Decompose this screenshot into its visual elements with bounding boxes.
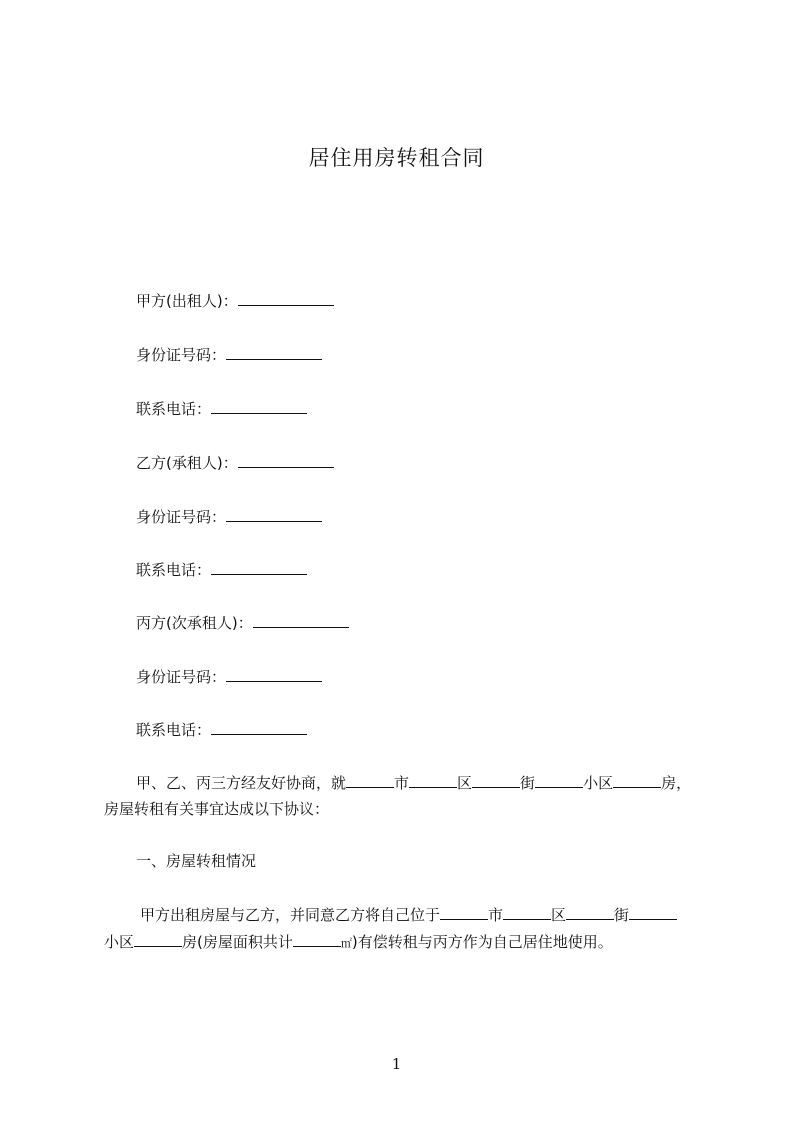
intro-district-blank (409, 772, 457, 788)
party-a-phone-line (136, 398, 307, 419)
section-1-city-blank (440, 904, 488, 920)
party-c-phone-line (136, 719, 307, 740)
party-c-phone-label: 联系电话： (136, 721, 212, 739)
party-a-label: 甲方(出租人)： (136, 292, 238, 310)
section-1-area-blank (293, 931, 341, 947)
party-b-name-line (136, 452, 334, 473)
party-c-name-blank (253, 612, 349, 628)
party-c-id-blank (226, 666, 322, 682)
intro-city-label: 市 (394, 774, 410, 792)
party-b-id-line (136, 506, 322, 527)
party-b-phone-label: 联系电话： (136, 561, 212, 579)
section-1-tail-text: )有偿转租与丙方作为自己居住地使用。 (351, 933, 613, 951)
section-1-street-label: 街 (614, 906, 630, 924)
intro-city-blank (346, 772, 394, 788)
intro-line-2: 房屋转租有关事宜达成以下协议： (104, 800, 330, 818)
party-c-name-line (136, 612, 349, 633)
intro-community-label: 小区 (583, 774, 614, 792)
intro-room-label: 房， (661, 774, 692, 792)
section-1-street-blank (566, 904, 614, 920)
section-1-district-label: 区 (551, 906, 567, 924)
section-1-heading: 一、房屋转租情况 (136, 852, 257, 870)
intro-line-1 (136, 772, 691, 793)
party-c-phone-blank (211, 719, 307, 735)
section-1-line-2 (104, 931, 613, 954)
party-b-id-label: 身份证号码： (136, 508, 227, 526)
party-a-name-line (136, 290, 334, 311)
intro-community-blank (535, 772, 583, 788)
intro-text: 甲、乙、丙三方经友好协商，就 (136, 774, 347, 792)
party-b-label: 乙方(承租人)： (136, 454, 238, 472)
section-1-room-label: 房(房屋面积共计 (182, 933, 293, 951)
party-a-id-blank (226, 344, 322, 360)
section-1-community-label: 小区 (104, 933, 135, 951)
party-a-phone-label: 联系电话： (136, 400, 212, 418)
section-1-area-unit: ㎡ (340, 937, 352, 950)
intro-room-blank (613, 772, 661, 788)
intro-district-label: 区 (457, 774, 473, 792)
party-a-id-label: 身份证号码： (136, 346, 227, 364)
party-a-id-line (136, 344, 322, 365)
party-a-name-blank (238, 290, 334, 306)
party-b-id-blank (226, 506, 322, 522)
section-1-street-extra-blank (629, 904, 677, 920)
party-b-phone-line (136, 559, 307, 580)
party-c-label: 丙方(次承租人)： (136, 614, 253, 632)
intro-street-blank (472, 772, 520, 788)
party-c-id-line (136, 666, 322, 687)
party-b-name-blank (238, 452, 334, 468)
party-a-phone-blank (211, 398, 307, 414)
section-1-line-1 (140, 904, 677, 925)
section-1-text: 甲方出租房屋与乙方，并同意乙方将自己位于 (140, 906, 441, 924)
section-1-city-label: 市 (488, 906, 504, 924)
page-number: 1 (391, 1055, 402, 1073)
intro-street-label: 街 (520, 774, 536, 792)
section-1-district-blank (503, 904, 551, 920)
section-1-room-blank (134, 931, 182, 947)
document-title: 居住用房转租合同 (308, 146, 485, 170)
party-b-phone-blank (211, 559, 307, 575)
party-c-id-label: 身份证号码： (136, 668, 227, 686)
